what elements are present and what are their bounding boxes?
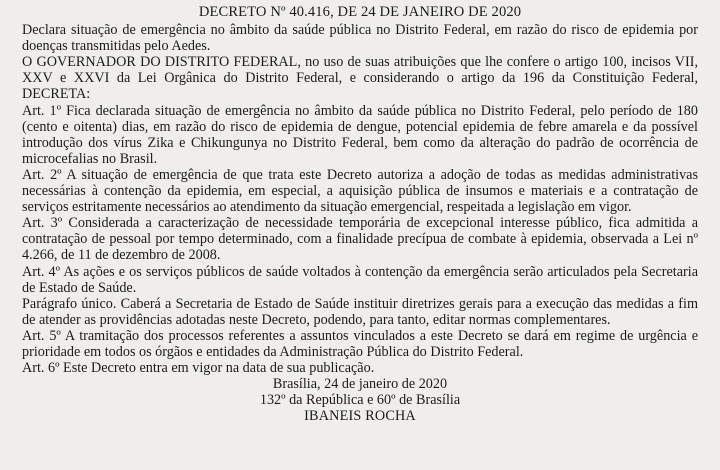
years-line: 132º da República e 60º de Brasília	[259, 392, 461, 409]
article-5: Art. 5º A tramitação dos processos referentes a assuntos vinculados a este Decreto se dará em regime de urgência e prioridade em todos os órgãos e entidades da Administração Pública do Distrito Federal.	[22, 327, 698, 360]
article-6: Art. 6º Este Decreto entra em vigor na data de sua publicação.	[22, 360, 375, 377]
decree-preamble: O GOVERNADOR DO DISTRITO FEDERAL, no uso de suas atribuições que lhe confere o artigo 100, incisos VII, XXV e XXVI da Lei Orgânica do Distrito Federal, e considerando o artigo da 196 da Constituição Federal, DECRETA:	[22, 54, 698, 103]
decree-ementa: Declara situação de emergência no âmbito da saúde pública no Distrito Federal, em razão do risco de epidemia por doenças transmitidas pelo Aedes.	[22, 22, 698, 55]
article-1: Art. 1º Fica declarada situação de emergência no âmbito da saúde pública no Distrito Federal, pelo período de 180 (cento e oitenta) dias, em razão do risco de epidemia de dengue, potencial epidemia de febre amarela e da possível introdução dos vírus Zika e Chikungunya no Distrito Federal, bem como da alteração do padrão de ocorrência de microcefalias no Brasil.	[22, 102, 698, 167]
decree-title: DECRETO Nº 40.416, DE 24 DE JANEIRO DE 2020	[198, 4, 522, 20]
article-2: Art. 2º A situação de emergência de que trata este Decreto autoriza a adoção de todas as medidas administrativas necessárias à contenção da epidemia, em especial, a aquisição pública de insumos e materiais e a contratação de serviços estritamente necessários ao atendimento da situação emergencial, respeitada a legislação em vigor.	[22, 166, 698, 216]
article-4: Art. 4º As ações e os serviços públicos de saúde voltados à contenção da emergência serão articulados pela Secretaria de Estado de Saúde.	[22, 263, 698, 296]
article-4-sole-paragraph: Parágrafo único. Caberá a Secretaria de Estado de Saúde instituir diretrizes gerais para a execução das medidas a fim de atender as providências adotadas neste Decreto, podendo, para tanto, editar normas complementares.	[22, 295, 698, 328]
article-3: Art. 3º Considerada a caracterização de necessidade temporária de excepcional interesse público, fica admitida a contratação de pessoal por tempo determinado, com a finalidade precípua de combate à epidemia, observada a Lei nº 4.266, de 11 de dezembro de 2008.	[22, 215, 698, 264]
signatory-name: IBANEIS ROCHA	[304, 408, 416, 425]
place-date: Brasília, 24 de janeiro de 2020	[272, 376, 448, 393]
